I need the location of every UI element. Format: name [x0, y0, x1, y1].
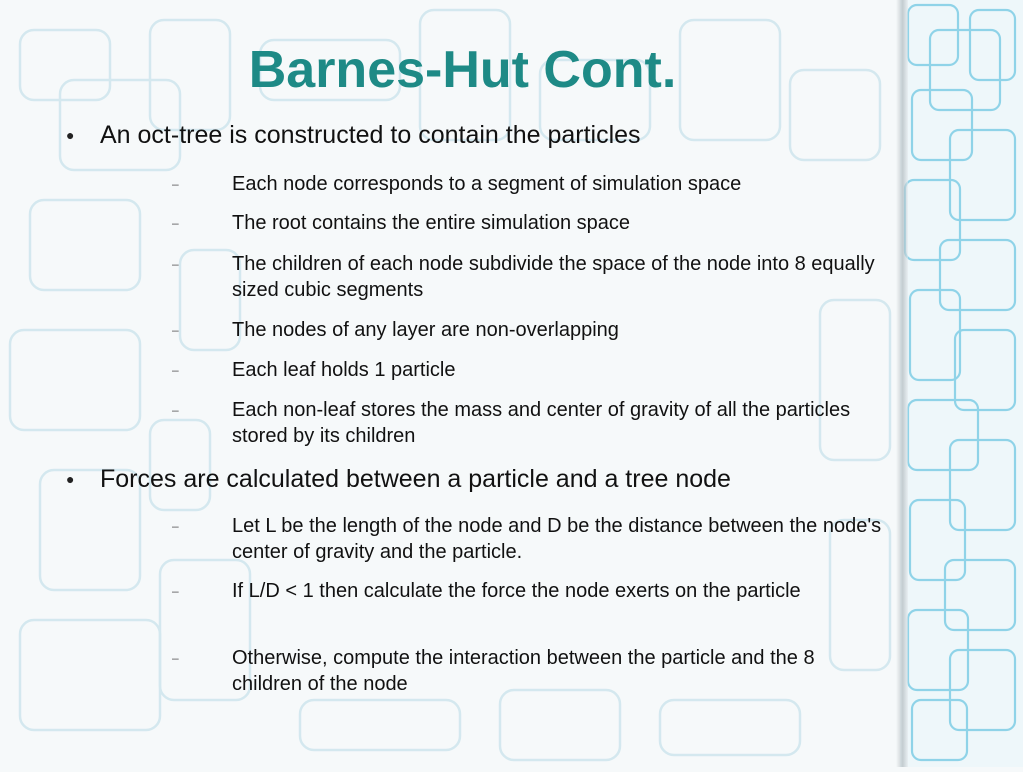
- sub-bullet-item: [172, 210, 882, 236]
- sub-bullet-item: [172, 578, 882, 604]
- side-panel-pattern: [900, 0, 1023, 767]
- sub-bullet-text: Otherwise, compute the interaction between the particle and the 8 children of the node: [232, 647, 815, 695]
- sub-bullet-text: Each leaf holds 1 particle: [232, 359, 456, 381]
- bullet-text: An oct-tree is constructed to contain the particles: [100, 121, 641, 149]
- dash-icon: –: [172, 257, 179, 271]
- bullet-dot-icon: ●: [66, 127, 75, 143]
- dash-icon: –: [172, 403, 179, 417]
- sub-bullet-item: [172, 357, 882, 383]
- sub-bullet-item: [172, 317, 882, 343]
- dash-icon: –: [172, 519, 179, 533]
- sub-bullet-text: The root contains the entire simulation space: [232, 212, 630, 234]
- sub-bullet-text: Each node corresponds to a segment of simulation space: [232, 173, 742, 195]
- bullet-item: [66, 120, 641, 150]
- dash-icon: –: [172, 177, 179, 191]
- sub-bullet-text: Each non-leaf stores the mass and center of gravity of all the particles stored by its children: [232, 399, 851, 447]
- sub-bullet-item: [172, 513, 882, 565]
- dash-icon: –: [172, 363, 179, 377]
- bullet-text: Forces are calculated between a particle and a tree node: [100, 465, 731, 493]
- sub-bullet-text: The children of each node subdivide the space of the node into 8 equally sized cubic segments: [232, 253, 875, 301]
- sub-bullet-text: The nodes of any layer are non-overlapping: [232, 319, 619, 341]
- panel-shadow: [896, 0, 908, 767]
- dash-icon: –: [172, 651, 179, 665]
- sub-bullet-item: [172, 171, 882, 197]
- decorative-side-panel: [900, 0, 1023, 767]
- bullet-item: [66, 464, 731, 494]
- bullet-dot-icon: ●: [66, 471, 75, 487]
- dash-icon: –: [172, 323, 179, 337]
- sub-bullet-item: [172, 397, 882, 449]
- dash-icon: –: [172, 584, 179, 598]
- sub-bullet-item: [172, 251, 882, 303]
- slide-title: Barnes-Hut Cont.: [248, 41, 677, 99]
- sub-bullet-item: [172, 645, 882, 697]
- dash-icon: –: [172, 216, 179, 230]
- sub-bullet-text: Let L be the length of the node and D be the distance between the node's center of gravity and the particle.: [232, 515, 882, 563]
- sub-bullet-text: If L/D < 1 then calculate the force the node exerts on the particle: [232, 580, 801, 602]
